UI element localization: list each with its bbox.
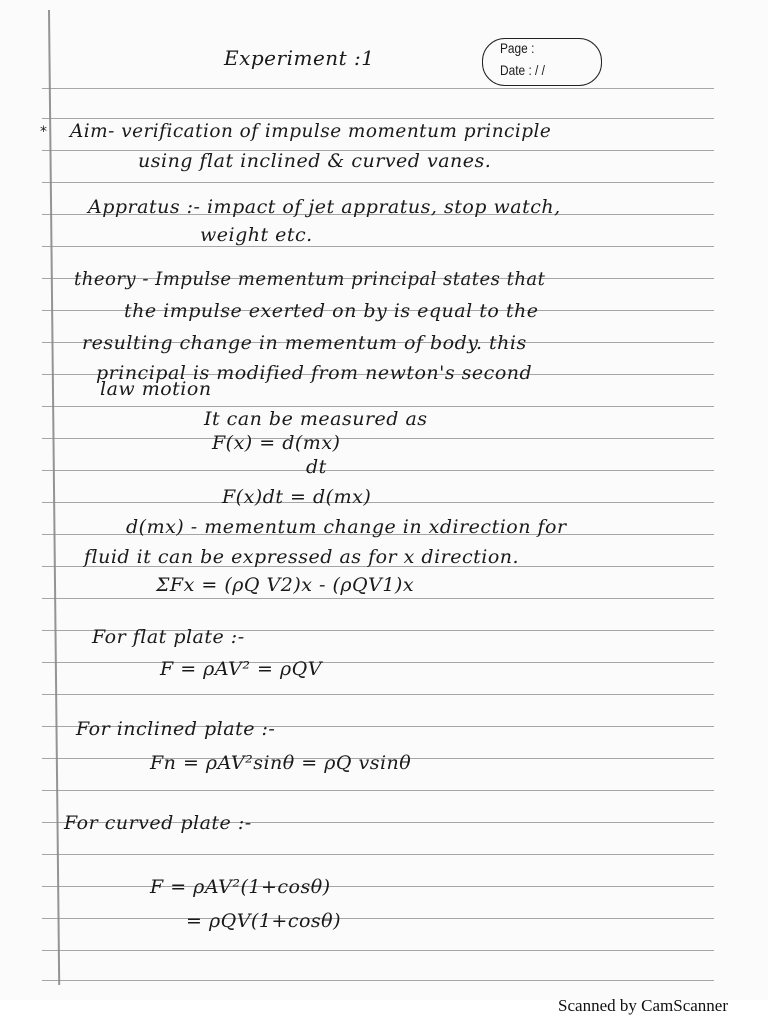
ruled-line: [42, 598, 714, 599]
equation-1-numerator: F(x) = d(mx): [212, 432, 341, 454]
date-label: Date : / /: [500, 62, 545, 78]
apparatus-line-1: Appratus :- impact of jet appratus, stop watch,: [88, 196, 561, 218]
curved-plate-heading: For curved plate :-: [64, 812, 252, 834]
inclined-plate-equation: Fn = ρAV²sinθ = ρQ vsinθ: [150, 752, 412, 774]
aim-line-2: using flat inclined & curved vanes.: [138, 150, 492, 172]
ruled-line: [42, 662, 714, 663]
equation-2: F(x)dt = d(mx): [222, 486, 372, 508]
curved-plate-equation-2: = ρQV(1+cosθ): [186, 910, 342, 932]
ruled-line: [42, 182, 714, 183]
bullet-mark: *: [40, 124, 47, 140]
margin-line: [48, 10, 60, 985]
page-label: Page :: [500, 40, 535, 56]
ruled-line: [42, 406, 714, 407]
ruled-line: [42, 886, 714, 887]
ruled-line: [42, 118, 714, 119]
ruled-line: [42, 950, 714, 951]
experiment-title: Experiment :1: [224, 46, 375, 70]
ruled-line: [42, 918, 714, 919]
ruled-line: [42, 246, 714, 247]
aim-line-1: Aim- verification of impulse momentum principle: [70, 120, 552, 142]
flat-plate-equation: F = ρAV² = ρQV: [160, 658, 322, 680]
ruled-line: [42, 854, 714, 855]
ruled-line: [42, 980, 714, 981]
description-line-2: fluid it can be expressed as for x direction.: [84, 546, 520, 568]
flat-plate-heading: For flat plate :-: [92, 626, 245, 648]
ruled-line: [42, 694, 714, 695]
description-line-1: d(mx) - mementum change in xdirection for: [126, 516, 567, 538]
ruled-line: [42, 438, 714, 439]
theory-line-5: law motion: [100, 378, 212, 400]
ruled-line: [42, 470, 714, 471]
inclined-plate-heading: For inclined plate :-: [76, 718, 276, 740]
theory-line-3: resulting change in mementum of body. this: [82, 332, 527, 354]
apparatus-line-2: weight etc.: [200, 224, 313, 246]
ruled-line: [42, 790, 714, 791]
equation-1-denominator: dt: [306, 456, 327, 478]
equation-3: ΣFx = (ρQ V2)x - (ρQV1)x: [156, 574, 415, 596]
scanner-watermark: Scanned by CamScanner: [558, 996, 728, 1015]
curved-plate-equation-1: F = ρAV²(1+cosθ): [150, 876, 331, 898]
theory-line-4: principal is modified from newton's second: [96, 362, 533, 384]
theory-line-2: the impulse exerted on by is equal to the: [124, 300, 539, 322]
ruled-line: [42, 502, 714, 503]
measured-text: It can be measured as: [204, 408, 428, 430]
theory-line-1: theory - Impulse mementum principal states that: [74, 268, 546, 290]
ruled-line: [42, 88, 714, 89]
